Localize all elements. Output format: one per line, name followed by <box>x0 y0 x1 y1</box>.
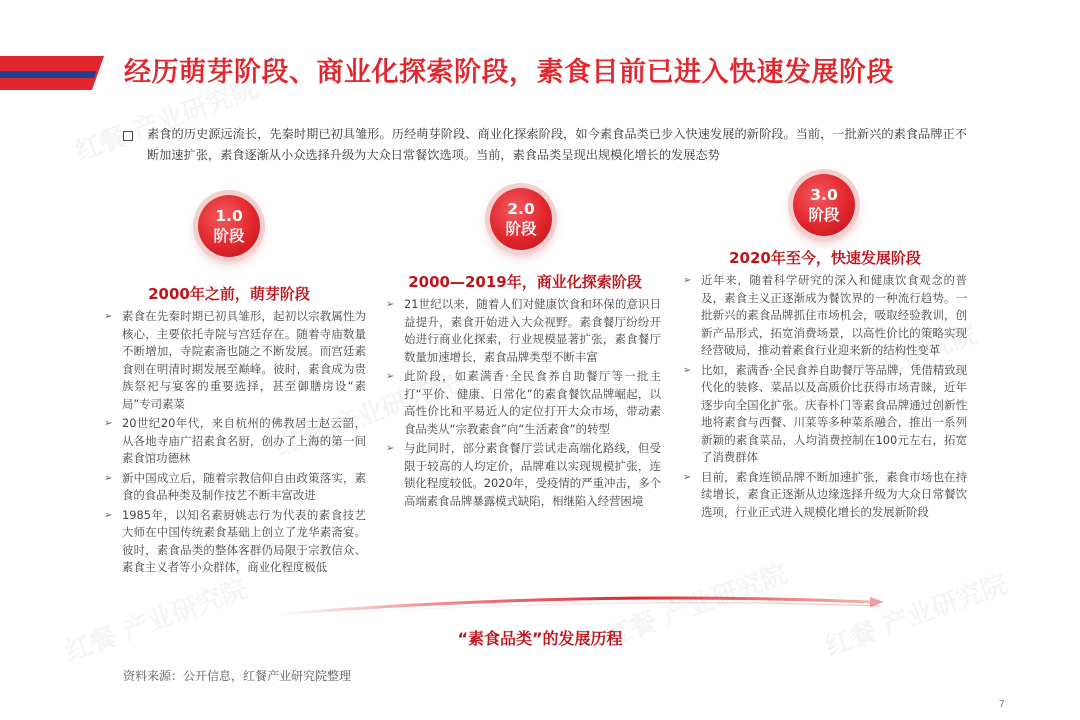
arrow-bullet-icon: ➢ <box>683 364 692 376</box>
list-item: ➢ 20世纪20年代，来自杭州的佛教居士赵云韶，从各地寺庙广招素食名厨，创办了上海的第一间素食馆功德林 <box>104 416 366 465</box>
stage-3-badge <box>793 174 855 236</box>
list-item: ➢ 比如，素满香·全民食养自助餐厅等品牌，凭借精致现代化的装修、菜品以及高质价比获得市场青睐，近年逐步向全国化扩张。庆春朴门等素食品牌通过创新性地将素食与西餐、川菜等多种菜系融合，推出一系列新颖的素食菜品，人均消费控制在100元左右，拓宽了消费群体 <box>683 362 967 464</box>
source-note: 资料来源：公开信息，红餐产业研究院整理 <box>123 669 352 683</box>
list-item: ➢ 新中国成立后，随着宗教信仰自由政策落实，素食的食品种类及制作技艺不断丰富改进 <box>104 470 366 502</box>
stage-version: 1.0 <box>215 207 243 225</box>
stage-3-list <box>683 272 967 523</box>
stage-version: 2.0 <box>507 200 535 218</box>
page-title: 经历萌芽阶段、商业化探索阶段，素食目前已进入快速发展阶段 <box>124 57 894 88</box>
arrow-bullet-icon: ➢ <box>386 299 395 310</box>
stage-2-heading: 2000—2019年，商业化探索阶段 <box>408 273 642 291</box>
list-item: ➢ 21世纪以来，随着人们对健康饮食和环保的意识日益提升，素食开始进入大众视野。素食餐厅纷纷开始进行商业化探索，行业规模显著扩张，素食餐厅数量加速增长，素食品牌类型不断丰富 <box>386 297 661 364</box>
square-bullet-icon <box>123 131 133 141</box>
stage-1-heading: 2000年之前，萌芽阶段 <box>148 285 310 303</box>
arrow-bullet-icon: ➢ <box>683 275 692 286</box>
arrow-bullet-icon: ➢ <box>683 471 692 483</box>
list-item: ➢ 此阶段，如素满香·全民食养自助餐厅等一批主打“平价、健康、日常化”的素食餐饮品牌崛起，以高性价比和平易近人的定位打开大众市场，带动素食品类从“宗教素食”向“生活素食”的转型 <box>386 369 661 436</box>
stage-label: 阶段 <box>808 206 840 224</box>
arrow-bullet-icon: ➢ <box>386 443 395 454</box>
intro-paragraph: 素食的历史源远流长，先秦时期已初具雏形。历经萌芽阶段、商业化探索阶段，如今素食品类已步入快速发展的新阶段。当前，一批新兴的素食品牌正不断加速扩张，素食逐渐从小众选择升级为大众日常餐饮选项。当前，素食品类呈现出规模化增长的发展态势 <box>147 127 967 162</box>
list-item: ➢ 1985年，以知名素厨姚志行为代表的素食技艺大师在中国传统素食基础上创立了龙华素斋宴。彼时，素食品类的整体客群仍局限于宗教信众、素食主义者等小众群体，商业化程度极低 <box>104 507 366 574</box>
arrow-bullet-icon: ➢ <box>104 509 113 521</box>
watermark <box>59 568 251 668</box>
list-item: ➢ 目前，素食连锁品牌不断加速扩张，素食市场也在持续增长，素食正逐渐从边缘选择升级为大众日常餐饮选项，行业正式进入规模化增长的发展新阶段 <box>683 469 967 519</box>
arrow-bullet-icon: ➢ <box>386 371 395 382</box>
list-item: ➢ 近年来，随着科学研究的深入和健康饮食观念的普及，素食主义正逐渐成为餐饮界的一种流行趋势。一批新兴的素食品牌抓住市场机会，吸取经验教训，创新产品形式，拓宽消费场景，以高性价比的策略实现经营破局，推动着素食行业迎来新的结构性变革 <box>683 273 967 357</box>
timeline-label: “素食品类”的发展历程 <box>457 629 623 648</box>
list-item: ➢ 与此同时，部分素食餐厅尝试走高端化路线，但受限于较高的人均定价，品牌难以实现规模扩张，连锁化程度较低。2020年，受疫情的严重冲击，多个高端素食品牌暴露模式缺陷，相继陷入经营困境 <box>386 441 661 508</box>
header-stripe <box>0 56 104 90</box>
stage-1-list <box>104 308 366 579</box>
stage-version: 3.0 <box>810 186 838 204</box>
page-number: 7 <box>998 699 1005 710</box>
stage-2-badge <box>490 188 552 250</box>
arrow-bullet-icon: ➢ <box>104 418 113 429</box>
list-item: ➢ 素食在先秦时期已初具雏形，起初以宗教属性为核心，主要依托寺院与宫廷存在。随着寺庙数量不断增加，寺院素斋也随之不断发展。而宫廷素食则在明清时期发展至巅峰。彼时，素食成为贵族祭祀与宴客的重要选择，甚至御膳房设“素局”专司素菜 <box>104 309 366 411</box>
stage-label: 阶段 <box>213 227 245 245</box>
stage-1-badge <box>198 195 260 257</box>
timeline-arrow <box>280 588 900 618</box>
stage-3-heading: 2020年至今，快速发展阶段 <box>729 249 921 267</box>
stage-label: 阶段 <box>505 220 537 238</box>
stage-2-list <box>386 296 661 512</box>
arrow-bullet-icon: ➢ <box>104 472 113 484</box>
arrow-bullet-icon: ➢ <box>104 311 113 322</box>
